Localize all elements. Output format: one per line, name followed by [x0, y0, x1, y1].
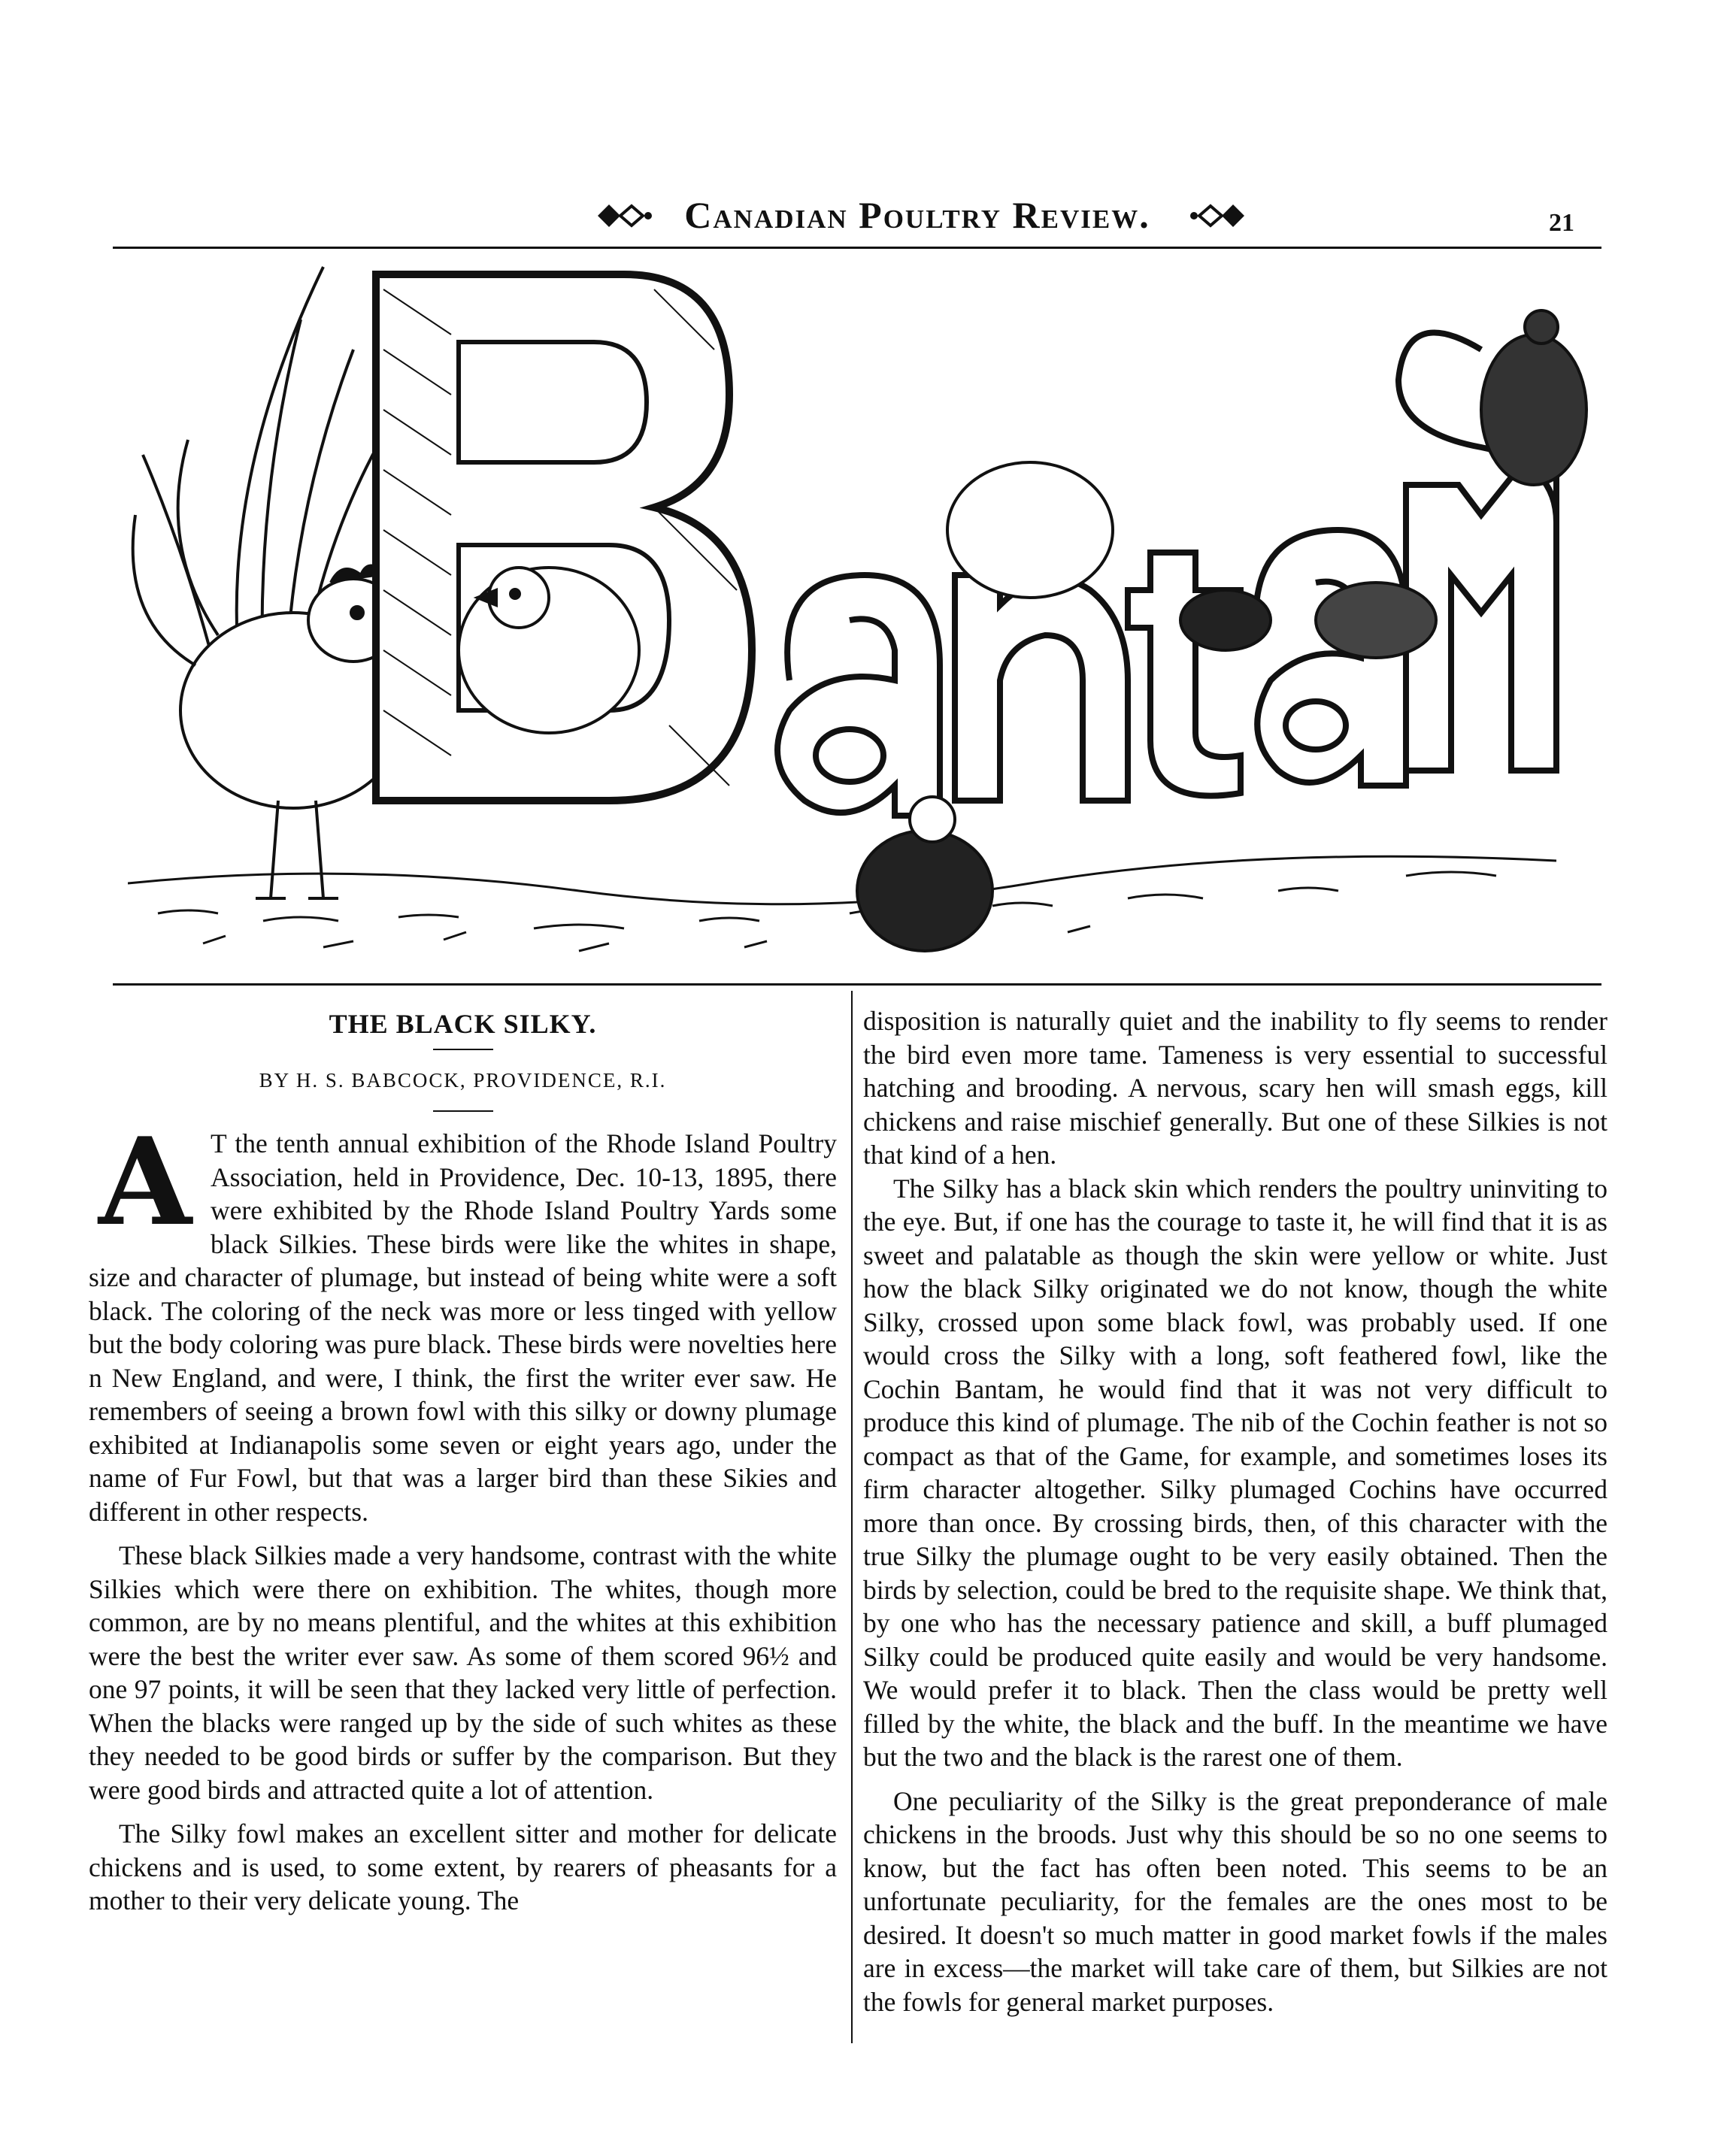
paragraph-5: The Silky has a black skin which renders the poultry uninviting to the eye. But, if one has the courage to taste it, he will find that it is as sweet and palatable as though the skin were yellow or white. Just how the black Silky originated we do not know, though the white Silky, crossed upon some black fowl, was probably used. If one would cross the Silky with a long, soft feathered fowl, like the Cochin Bantam, he would find that it was not very difficult to produce this kind of plumage. The nib of the Cochin feather is not so compact as that of the Game, for example, and sometimes loses its firm character altogether. Silky plumaged Cochins have occurred more than once. By crossing birds, then, of this character with the true Silky the plumage ought to be very easily obtained. Then the birds by selection, could be bred to the requisite shape. We think that, by one who has the necessary patience and skill, a buff plumaged Silky could be produced quite easily and would be very handsome. We would prefer it to black. Then the class would be pretty well filled by the white, the black and the buff. In the meantime we have but the two and the black is the rarest one of them. [863, 1173, 1607, 1772]
article-right-column [863, 1004, 1607, 2018]
header-rule [113, 247, 1601, 249]
title-rule [433, 1049, 493, 1050]
paragraph-3: The Silky fowl makes an excellent sitter and mother for delicate chickens and is used, to some extent, by rearers of pheasants for a mother to their very delicate young. The [89, 1818, 837, 1915]
bantams-illustration [128, 259, 1594, 974]
article-title: THE BLACK SILKY. [329, 1009, 597, 1039]
masthead-title: Canadian Poultry Review. [684, 194, 1150, 236]
article-left-column [89, 1000, 837, 1918]
paragraph-2: These black Silkies made a very handsome, contrast with the white Silkies which were there on exhibition. The whites, though more common, are by no means plentiful, and the whites at this exhibition were the best the writer ever saw. As some of them scored 96½ and one 97 points, it will be seen that they lacked very little of perfection. When the blacks were ranged up by the side of such whites as these they needed to be good birds or suffer by the comparison. But they were good birds and attracted quite a lot of attention. [89, 1540, 837, 1805]
column-divider [851, 991, 853, 2043]
page-number: 21 [1549, 209, 1574, 237]
dropcap-letter: A [98, 1111, 192, 1252]
paragraph-4: disposition is naturally quiet and the inability to fly seems to render the bird even more tame. Tameness is very essential to successful hatching and brooding. A nervous, scary hen will smash eggs, kill chickens and raise mischief generally. But one of these Silkies is not that kind of a hen. [863, 1006, 1607, 1170]
section-rule [113, 983, 1601, 986]
paragraph-1-text: T the tenth annual exhibition of the Rhode Island Poultry Association, held in Providence, Dec. 10-13, 1895, there were exhibited by the Rhode Island Poultry Yards some black Silkies. These birds were like the whites in shape, size and character of plumage, but instead of being white were a soft black. The coloring of the neck was more or less tinged with yellow but the body coloring was pure black. These birds were novelties here n New England, and were, I think, the first the writer ever saw. He remembers of seeing a brown fowl with this silky or downy plumage exhibited at Indianapolis some seven or eight years ago, under the name of Fur Fowl, but that was a larger bird than these Sikies and different in other respects. [89, 1128, 837, 1527]
paragraph-1 [89, 1111, 837, 1528]
masthead [113, 186, 1601, 254]
ornament-right-icon [1188, 197, 1248, 235]
paragraph-6: One peculiarity of the Silky is the great preponderance of male chickens in the broods. Just why this should be so no one seems to know, but the fact has often been noted. This seems to be an unfortunate peculiarity, for the females are the ones most to be desired. It doesn't so much matter in good market fowls if the males are in excess—the market will take care of them, but Silkies are not the fowls for general market purposes. [863, 1785, 1607, 2017]
dropcap [89, 1111, 202, 1252]
article-byline: BY H. S. BABCOCK, PROVIDENCE, R.I. [259, 1068, 667, 1092]
